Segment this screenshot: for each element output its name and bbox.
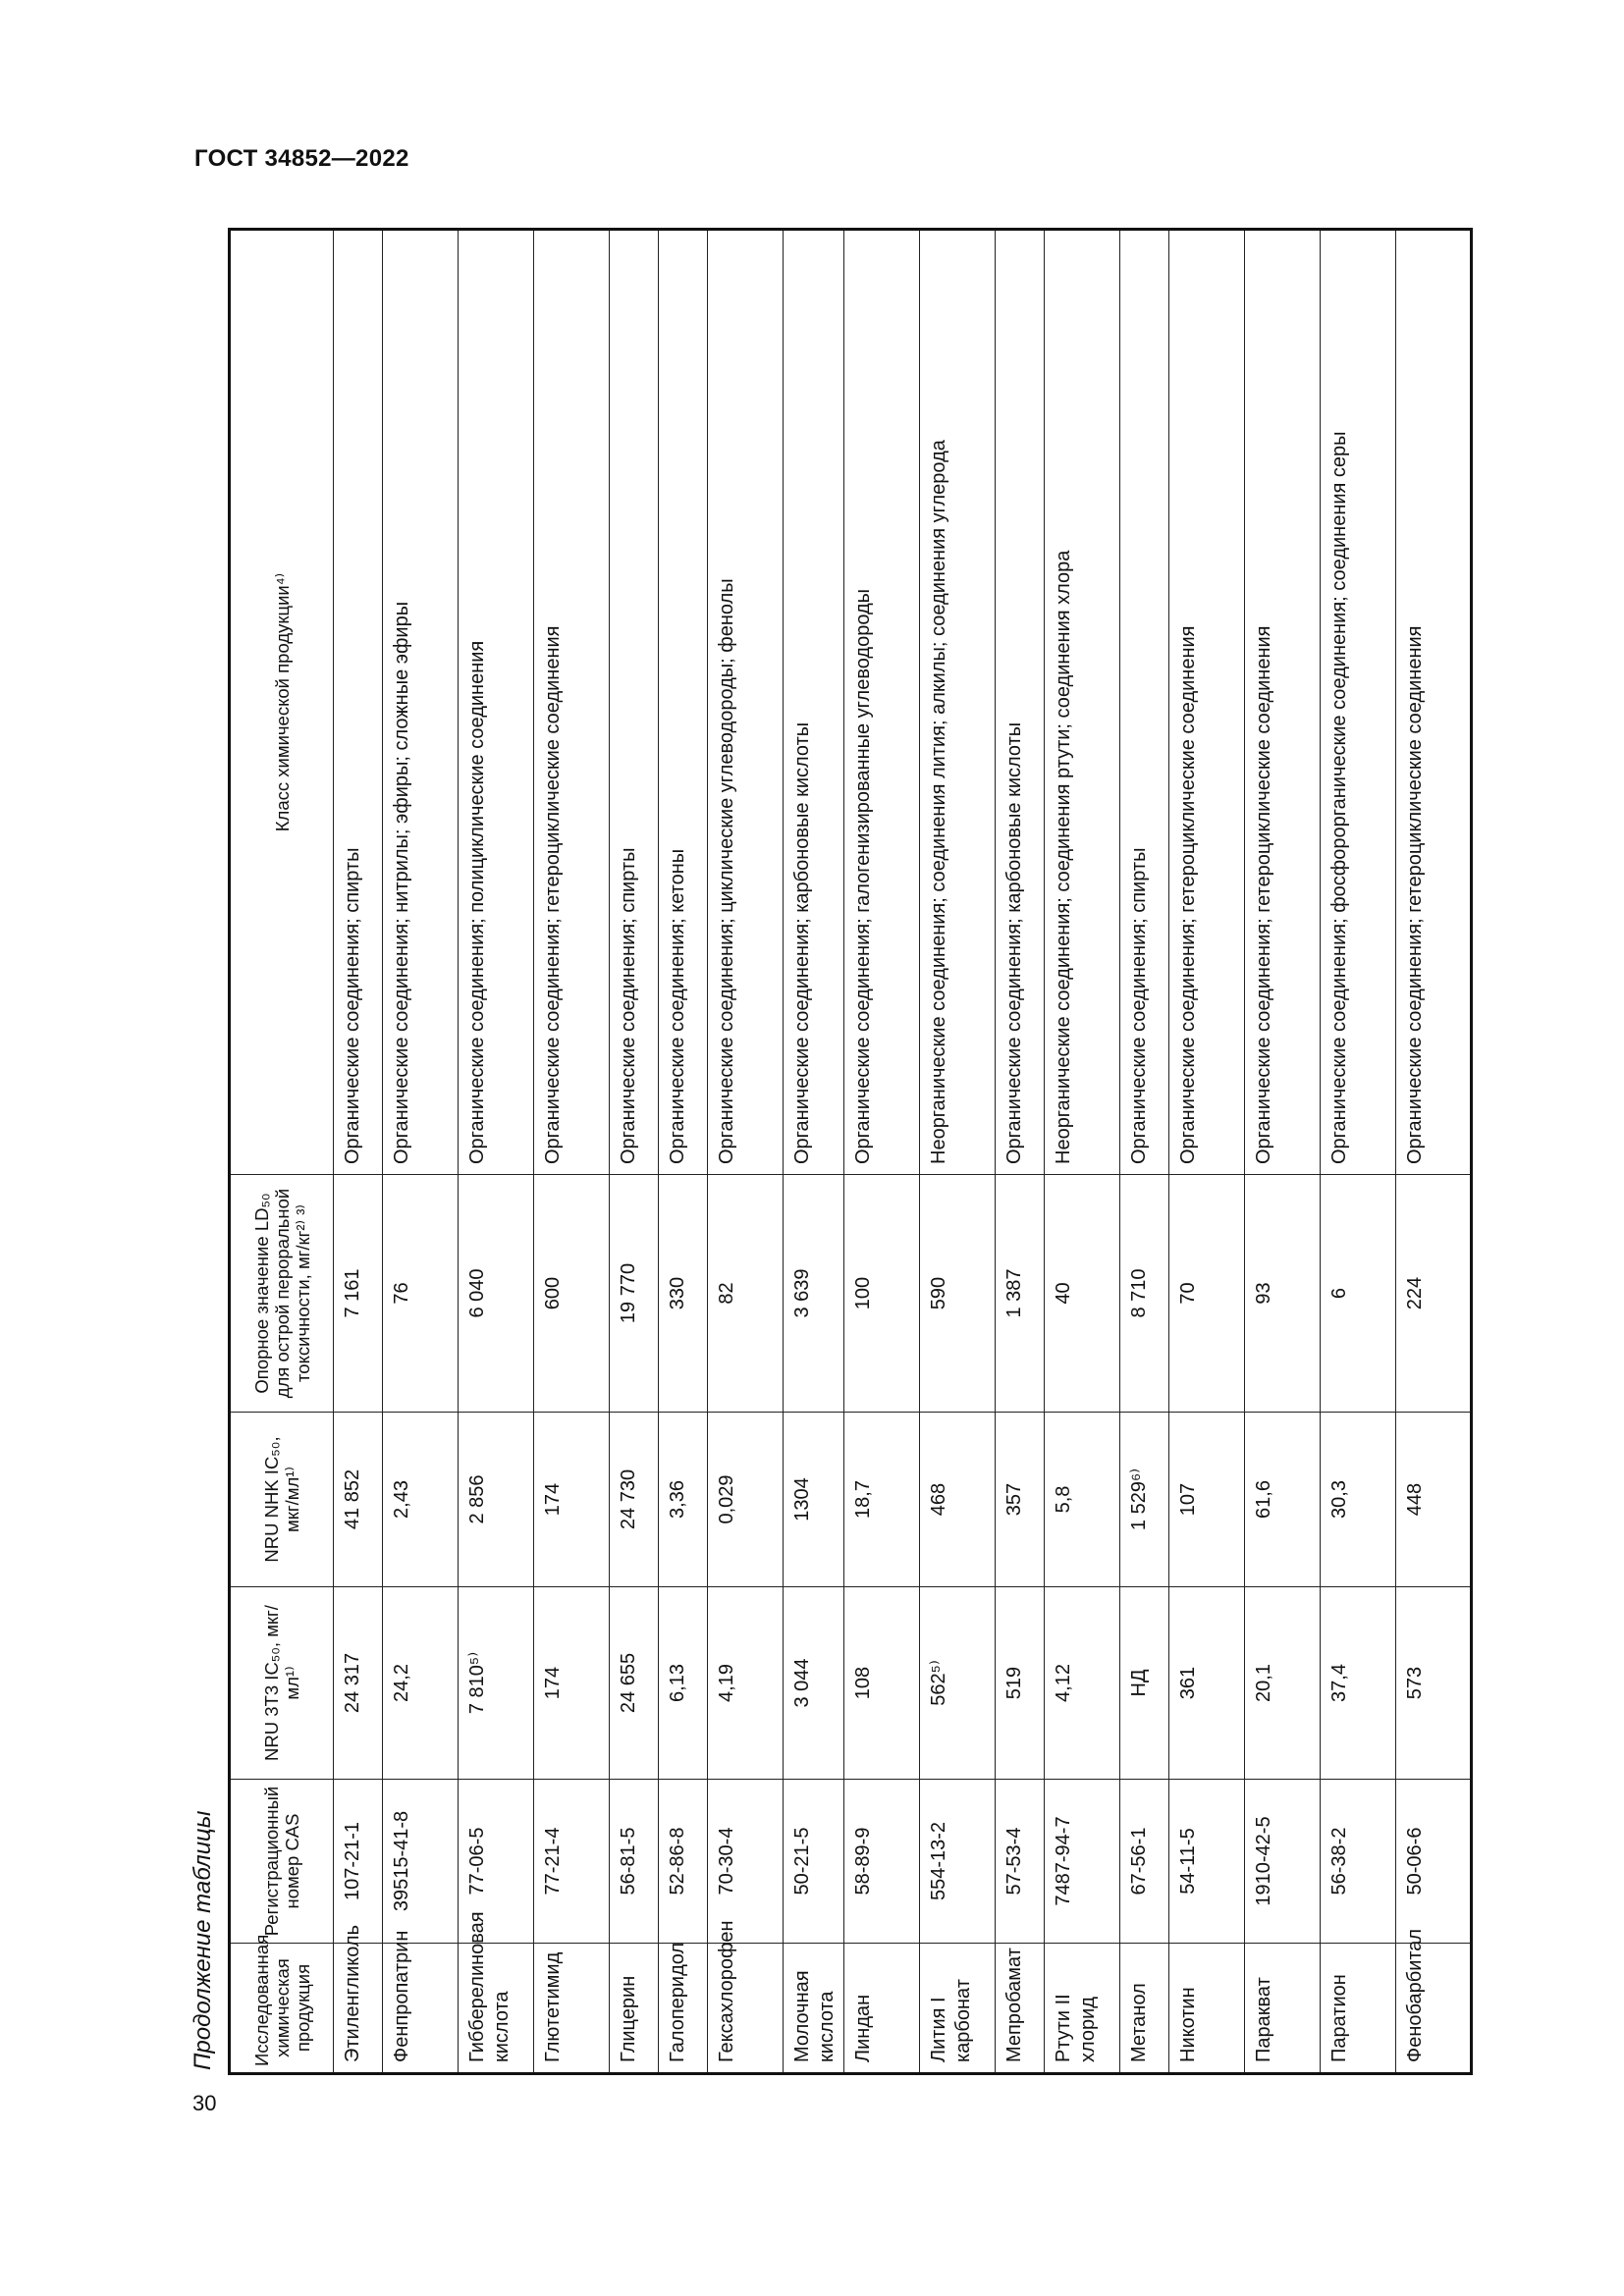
cell-class: Органические соединения; кетоны: [659, 230, 708, 1175]
table-row: [1045, 230, 1120, 2074]
cell-nru-3t3: 562⁵⁾: [920, 1587, 996, 1780]
document-header: ГОСТ 34852—2022: [194, 145, 409, 172]
header-class: Класс химической продукции⁴⁾: [230, 230, 334, 1175]
cell-nru-nhk: 18,7: [844, 1413, 920, 1587]
table-row: [1321, 230, 1396, 2074]
cell-cas: 77-06-5: [459, 1780, 534, 1944]
cell-name: Ртути II хлорид: [1045, 1944, 1120, 2074]
cell-name: Метанол: [1120, 1944, 1169, 2074]
cell-class: Органические соединения; гетероциклические соединения: [1169, 230, 1245, 1175]
cell-ld50: 70: [1169, 1175, 1245, 1413]
cell-cas: 57-53-4: [996, 1780, 1045, 1944]
cell-nru-3t3: 7 810⁵⁾: [459, 1587, 534, 1780]
cell-nru-3t3: 24 655: [610, 1587, 659, 1780]
cell-class: Органические соединения; полициклические соединения: [459, 230, 534, 1175]
table-row: [1396, 230, 1472, 2074]
cell-cas: 54-11-5: [1169, 1780, 1245, 1944]
cell-class: Неорганические соединения; соединения лития; алкилы; соединения углерода: [920, 230, 996, 1175]
table-row: [784, 230, 844, 2074]
cell-name: Линдан: [844, 1944, 920, 2074]
cell-cas: 39515-41-8: [383, 1780, 459, 1944]
cell-cas: 58-89-9: [844, 1780, 920, 1944]
cell-name: Лития I карбонат: [920, 1944, 996, 2074]
cell-cas: 56-81-5: [610, 1780, 659, 1944]
cell-nru-3t3: 3 044: [784, 1587, 844, 1780]
cell-name: Паратион: [1321, 1944, 1396, 2074]
cell-nru-nhk: 5,8: [1045, 1413, 1120, 1587]
cell-name: Глицерин: [610, 1944, 659, 2074]
cell-ld50: 19 770: [610, 1175, 659, 1413]
cell-class: Органические соединения; спирты: [610, 230, 659, 1175]
cell-nru-3t3: 24,2: [383, 1587, 459, 1780]
cell-ld50: 6: [1321, 1175, 1396, 1413]
cell-name: Этиленгликоль: [334, 1944, 383, 2074]
cell-class: Органические соединения; циклические углеводороды; фенолы: [708, 230, 784, 1175]
table-row: [459, 230, 534, 2074]
cell-name: Фенпропатрин: [383, 1944, 459, 2074]
cell-class: Органические соединения; галогенизированные углеводороды: [844, 230, 920, 1175]
cell-cas: 554-13-2: [920, 1780, 996, 1944]
toxicity-table: [228, 228, 1473, 2075]
table-row: [1169, 230, 1245, 2074]
table-row: [996, 230, 1045, 2074]
cell-nru-3t3: 6,13: [659, 1587, 708, 1780]
cell-nru-3t3: 174: [534, 1587, 610, 1780]
cell-nru-nhk: 30,3: [1321, 1413, 1396, 1587]
cell-nru-nhk: 174: [534, 1413, 610, 1587]
cell-nru-nhk: 448: [1396, 1413, 1472, 1587]
table-row: [920, 230, 996, 2074]
cell-class: Органические соединения; фосфорорганические соединения; соединения серы: [1321, 230, 1396, 1175]
cell-cas: 67-56-1: [1120, 1780, 1169, 1944]
header-nru-3t3: NRU 3T3 IC₅₀, мкг/мл¹⁾: [230, 1587, 334, 1780]
cell-class: Органические соединения; карбоновые кислоты: [996, 230, 1045, 1175]
cell-nru-nhk: 468: [920, 1413, 996, 1587]
cell-nru-nhk: 0,029: [708, 1413, 784, 1587]
cell-cas: 107-21-1: [334, 1780, 383, 1944]
cell-cas: 50-06-6: [1396, 1780, 1472, 1944]
cell-ld50: 93: [1245, 1175, 1321, 1413]
cell-ld50: 224: [1396, 1175, 1472, 1413]
cell-name: Мепробамат: [996, 1944, 1045, 2074]
cell-nru-nhk: 2 856: [459, 1413, 534, 1587]
rotated-table-block: [191, 230, 1468, 2075]
table-row: [659, 230, 708, 2074]
cell-ld50: 330: [659, 1175, 708, 1413]
cell-name: Фенобарбитал: [1396, 1944, 1472, 2074]
cell-nru-nhk: 41 852: [334, 1413, 383, 1587]
cell-ld50: 8 710: [1120, 1175, 1169, 1413]
cell-class: Органические соединения; спирты: [334, 230, 383, 1175]
table-row: [383, 230, 459, 2074]
page-number: 30: [192, 2091, 217, 2115]
cell-nru-nhk: 3,36: [659, 1413, 708, 1587]
cell-nru-3t3: 20,1: [1245, 1587, 1321, 1780]
table-row: [1120, 230, 1169, 2074]
cell-nru-3t3: 573: [1396, 1587, 1472, 1780]
header-ld50: Опорное значение LD₅₀ для острой пероральной токсичности, мг/кг²⁾ ³⁾: [230, 1175, 334, 1413]
cell-nru-nhk: 1304: [784, 1413, 844, 1587]
cell-nru-nhk: 357: [996, 1413, 1045, 1587]
cell-ld50: 40: [1045, 1175, 1120, 1413]
cell-nru-3t3: 361: [1169, 1587, 1245, 1780]
cell-class: Неорганические соединения; соединения ртути; соединения хлора: [1045, 230, 1120, 1175]
cell-cas: 1910-42-5: [1245, 1780, 1321, 1944]
cell-ld50: 3 639: [784, 1175, 844, 1413]
cell-name: Гексахлорофен: [708, 1944, 784, 2074]
cell-ld50: 590: [920, 1175, 996, 1413]
cell-nru-nhk: 24 730: [610, 1413, 659, 1587]
header-cas: Регистрационный номер CAS: [230, 1780, 334, 1944]
cell-nru-nhk: 1 529⁶⁾: [1120, 1413, 1169, 1587]
cell-nru-nhk: 61,6: [1245, 1413, 1321, 1587]
table-header-row: [230, 230, 334, 2074]
cell-name: Паракват: [1245, 1944, 1321, 2074]
cell-ld50: 76: [383, 1175, 459, 1413]
table-row: [610, 230, 659, 2074]
cell-cas: 52-86-8: [659, 1780, 708, 1944]
cell-name: Галоперидол: [659, 1944, 708, 2074]
cell-cas: 50-21-5: [784, 1780, 844, 1944]
cell-cas: 70-30-4: [708, 1780, 784, 1944]
cell-nru-3t3: 37,4: [1321, 1587, 1396, 1780]
cell-class: Органические соединения; нитрилы; эфиры; сложные эфиры: [383, 230, 459, 1175]
cell-nru-nhk: 107: [1169, 1413, 1245, 1587]
cell-name: Гибберелиновая кислота: [459, 1944, 534, 2074]
cell-ld50: 600: [534, 1175, 610, 1413]
cell-ld50: 7 161: [334, 1175, 383, 1413]
cell-class: Органические соединения; гетероциклические соединения: [1245, 230, 1321, 1175]
table-caption: Продолжение таблицы: [189, 1810, 216, 2070]
cell-class: Органические соединения; гетероциклические соединения: [1396, 230, 1472, 1175]
cell-ld50: 82: [708, 1175, 784, 1413]
cell-nru-3t3: 4,19: [708, 1587, 784, 1780]
cell-nru-3t3: НД: [1120, 1587, 1169, 1780]
header-product: Исследованная химическая продукция: [230, 1944, 334, 2074]
table-row: [844, 230, 920, 2074]
table-row: [334, 230, 383, 2074]
cell-nru-nhk: 2,43: [383, 1413, 459, 1587]
table-row: [1245, 230, 1321, 2074]
cell-class: Органические соединения; спирты: [1120, 230, 1169, 1175]
cell-nru-3t3: 4,12: [1045, 1587, 1120, 1780]
table-row: [708, 230, 784, 2074]
cell-nru-3t3: 108: [844, 1587, 920, 1780]
cell-ld50: 100: [844, 1175, 920, 1413]
header-nru-nhk: NRU NHK IC₅₀, мкг/мл¹⁾: [230, 1413, 334, 1587]
cell-cas: 56-38-2: [1321, 1780, 1396, 1944]
cell-ld50: 1 387: [996, 1175, 1045, 1413]
cell-name: Никотин: [1169, 1944, 1245, 2074]
cell-name: Молочная кислота: [784, 1944, 844, 2074]
table-row: [534, 230, 610, 2074]
cell-class: Органические соединения; гетероциклические соединения: [534, 230, 610, 1175]
cell-cas: 77-21-4: [534, 1780, 610, 1944]
cell-nru-3t3: 519: [996, 1587, 1045, 1780]
cell-cas: 7487-94-7: [1045, 1780, 1120, 1944]
cell-ld50: 6 040: [459, 1175, 534, 1413]
cell-nru-3t3: 24 317: [334, 1587, 383, 1780]
cell-class: Органические соединения; карбоновые кислоты: [784, 230, 844, 1175]
cell-name: Глютетимид: [534, 1944, 610, 2074]
